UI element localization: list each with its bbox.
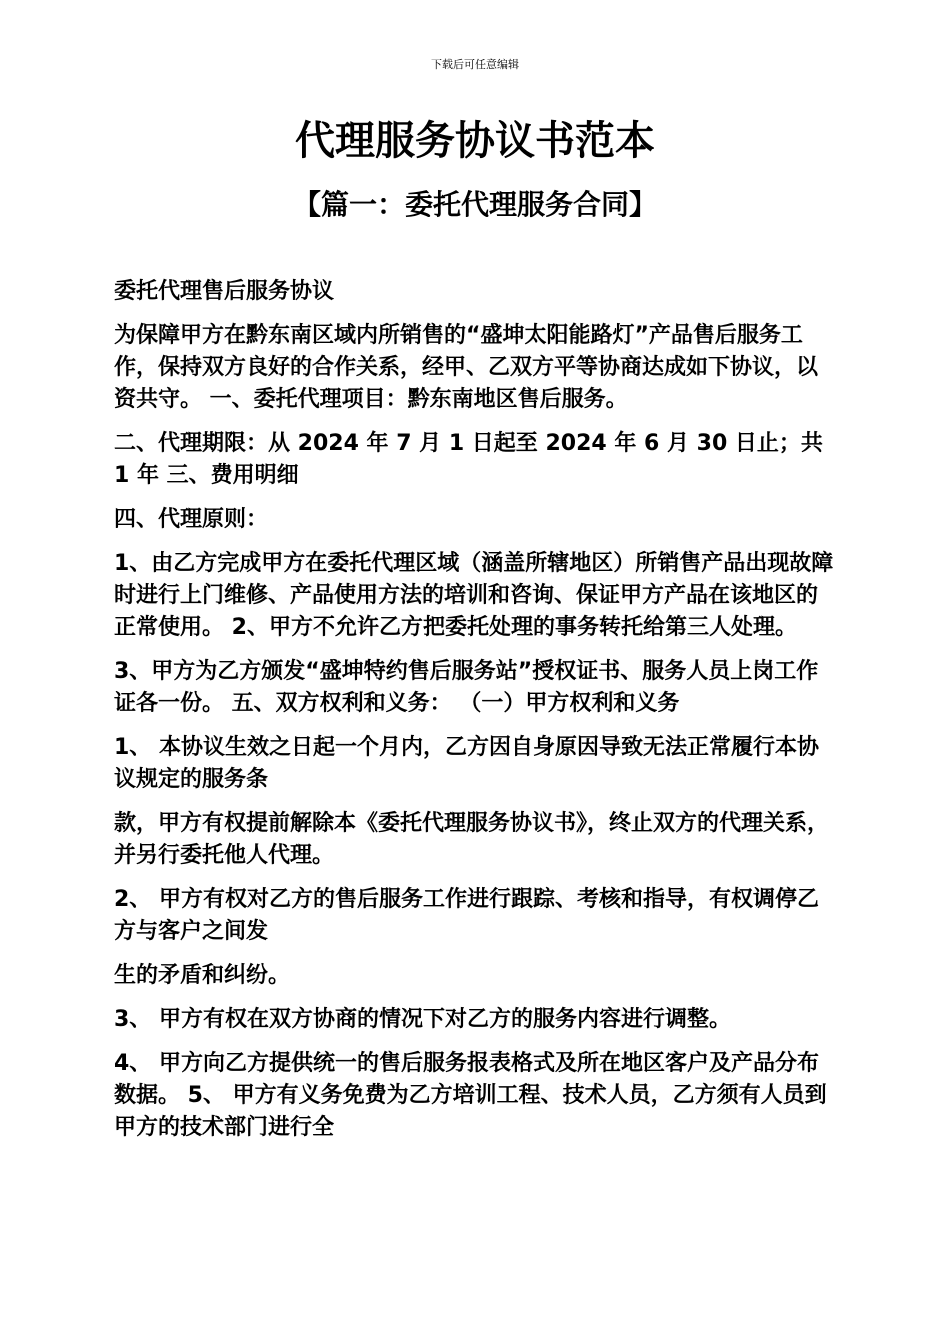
document-body	[114, 276, 836, 1156]
paragraph-right-1: 1、 本协议生效之日起一个月内，乙方因自身原因导致无法正常履行本协议规定的服务条	[114, 735, 819, 792]
paragraph-right-2: 2、 甲方有权对乙方的售后服务工作进行跟踪、考核和指导，有权调停乙方与客户之间发	[114, 887, 819, 944]
document-subtitle: 【篇一：委托代理服务合同】	[292, 188, 657, 221]
paragraph-agreement-name: 委托代理售后服务协议	[114, 279, 335, 304]
paragraph-principles-heading: 四、代理原则：	[114, 507, 269, 532]
paragraph-principle-1-2: 1、由乙方完成甲方在委托代理区域（涵盖所辖地区）所销售产品出现故障时进行上门维修、产品使用方法的培训和咨询、保证甲方产品在该地区的正常使用。 2、甲方不允许乙方把委托处理的事务转托给第三人处理。	[114, 551, 834, 640]
header-note: 下载后可任意编辑	[431, 58, 519, 71]
paragraph-right-4-5: 4、 甲方向乙方提供统一的售后服务报表格式及所在地区客户及产品分布数据。 5、 甲方有义务免费为乙方培训工程、技术人员，乙方须有人员到甲方的技术部门进行全	[114, 1051, 827, 1140]
paragraph-right-1-cont: 款，甲方有权提前解除本《委托代理服务协议书》，终止双方的代理关系，并另行委托他人代理。	[114, 811, 830, 868]
paragraph-preamble: 为保障甲方在黔东南区域内所销售的“盛坤太阳能路灯”产品售后服务工作，保持双方良好的合作关系，经甲、乙双方平等协商达成如下协议，以资共守。 一、委托代理项目：黔东南地区售后服务。	[114, 323, 819, 412]
paragraph-term: 二、代理期限：从 2024 年 7 月 1 日起至 2024 年 6 月 30 日止；共 1 年 三、费用明细	[114, 431, 823, 488]
paragraph-right-2-cont: 生的矛盾和纠纷。	[114, 963, 291, 988]
document-title: 代理服务协议书范本	[295, 118, 655, 164]
paragraph-right-3: 3、 甲方有权在双方协商的情况下对乙方的服务内容进行调整。	[114, 1007, 731, 1032]
paragraph-principle-3: 3、甲方为乙方颁发“盛坤特约售后服务站”授权证书、服务人员上岗工作证各一份。 五、双方权利和义务： （一）甲方权利和义务	[114, 659, 819, 716]
